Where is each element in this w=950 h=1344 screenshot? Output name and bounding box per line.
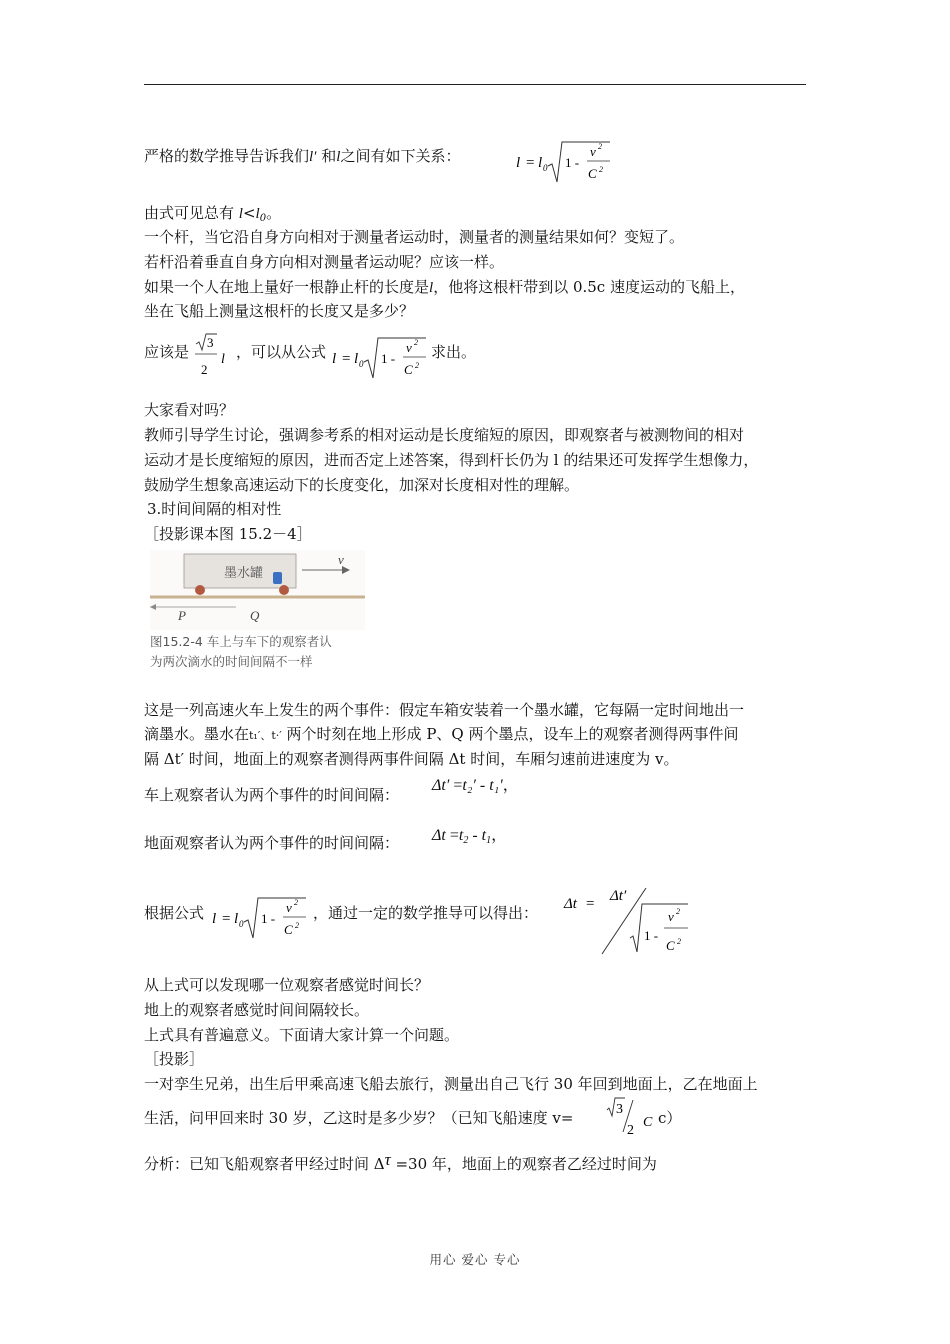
text-line: 地上的观察者感觉时间间隔较长。 [144,1001,370,1019]
length-contraction-formula-2 [326,330,430,386]
text-line: 生活，问甲回来时 30 岁，乙这时是多少岁？（已知飞船速度 v= [144,1109,574,1127]
text-line: 严格的数学推导告诉我们l′ 和l之间有如下关系： [144,147,461,165]
time-dilation-formula [560,880,695,960]
formula-c-sq: 2 [599,165,603,174]
text-line: 车上观察者认为两个事件的时间间隔： [144,786,400,804]
text-line: 一对孪生兄弟，出生后甲乘高速飞船去旅行，测量出自己飞行 30 年回到地面上，乙在地面上 [144,1075,758,1093]
svg-text:Δt′: Δt′ [610,888,627,904]
figure-caption-line1: 图15.2-4 车上与车下的观察者认 [150,634,332,649]
frac-two: 2 [201,362,208,377]
figure-caption-line2: 为两次滴水的时间间隔不一样 [150,654,313,669]
svg-text:0: 0 [239,919,244,929]
formula-l0: l [538,155,543,171]
svg-text:l: l [212,911,217,927]
text-line: 滴墨水。墨水在t₁′、t·′ 两个时刻在地上形成 P、Q 两个墨点，设车上的观察者测得两事件间 [144,725,739,743]
text-line: 隔 Δt′ 时间，地面上的观察者测得两事件间隔 Δt 时间，车厢匀速前进速度为 v。 [144,750,679,768]
text-line: 大家看对吗？ [144,401,235,419]
text-line: ［投影］ [144,1050,205,1068]
ink-tank-label: 墨水罐 [224,566,264,581]
text-line: 从上式可以发现哪一位观察者感觉时间长？ [144,976,430,994]
svg-text:1 -: 1 - [381,351,396,366]
point-q-label: Q [250,608,260,623]
length-contraction-formula-3 [206,890,310,946]
formula-eq: = [526,155,535,171]
text-line: ，可以从公式 [236,343,327,361]
text-line: 根据公式 [144,904,205,922]
svg-text:1 -: 1 - [261,911,276,926]
formula-v-sq: 2 [598,142,602,151]
svg-text:v: v [668,909,674,924]
speed-fraction [605,1094,661,1140]
svg-text:C: C [284,922,293,937]
text-line: 若杆沿着垂直自身方向相对测量者运动呢？应该一样。 [144,253,505,271]
velocity-label: v [338,552,344,567]
ink-tank-icon [273,572,282,584]
text-line: 一个杆，当它沿自身方向相对于测量者运动时，测量者的测量结果如何？变短了。 [144,228,685,246]
train-interval-formula: Δt′ =t₂′ - t₁′， [432,777,519,794]
page-footer: 用心 爱心 专心 [429,1252,521,1267]
svg-text:2: 2 [295,921,299,930]
svg-text:C: C [666,938,675,953]
length-contraction-formula [510,134,620,190]
svg-text:2: 2 [294,898,298,907]
section-heading: 3.时间间隔的相对性 [147,500,282,518]
svg-text:l: l [354,351,359,367]
text-line: 地面观察者认为两个事件的时间间隔： [144,834,400,852]
text-line: 上式具有普遍意义。下面请大家计算一个问题。 [144,1026,460,1044]
svg-text:2: 2 [676,907,680,916]
svg-text:=: = [342,351,351,367]
text-line: 分析：已知飞船观察者甲经过时间 Δτ =30 年，地面上的观察者乙经过时间为 [144,1150,657,1173]
text-line: ，通过一定的数学推导可以得出： [313,904,539,922]
wheel-right [279,585,289,595]
header-rule [144,84,806,85]
svg-text:C: C [643,1115,653,1130]
text-line: 求出。 [431,343,477,361]
svg-text:l: l [332,351,337,367]
text-line: ［投影课本图 15.2－4］ [144,525,312,543]
text-line: 鼓励学生想象高速运动下的长度变化，加深对长度相对性的理解。 [144,476,580,494]
formula-one-minus: 1 - [565,155,580,170]
svg-text:v: v [286,900,292,915]
text-line: 如果一个人在地上量好一根静止杆的长度是l，他将这根杆带到以 0.5c 速度运动的飞船上， [144,278,745,296]
svg-text:3: 3 [616,1102,623,1117]
text-line: c） [658,1109,682,1127]
svg-text:=: = [222,911,231,927]
text-line: 坐在飞船上测量这根杆的长度又是多少？ [144,302,415,320]
train-figure [150,550,365,630]
formula-v: v [590,144,596,159]
formula-sub0: 0 [543,163,548,173]
point-p-label: P [178,608,186,623]
svg-text:l: l [234,911,239,927]
svg-text:0: 0 [359,359,364,369]
text-line: 应该是 [144,343,190,361]
svg-text:Δt: Δt [564,896,577,912]
svg-text:2: 2 [627,1123,634,1138]
text-line: 这是一列高速火车上发生的两个事件：假定车箱安装着一个墨水罐，它每隔一定时间地出一 [144,701,745,719]
sqrt3-over-2-fraction [193,330,233,384]
svg-text:2: 2 [415,361,419,370]
text-line: 运动才是长度缩短的原因，进而否定上述答案，得到杆长仍为 l 的结果还可发挥学生想像力， [144,451,759,469]
svg-text:v: v [406,340,412,355]
formula-c: C [588,166,597,181]
frac-l: l [221,352,225,367]
ground-interval-formula: $\Delta t =t_2 - t_1$， [432,827,508,846]
svg-text:2: 2 [677,937,681,946]
svg-text:C: C [404,362,413,377]
frac-sqrt3: 3 [207,335,214,350]
text-line: 由式可见总有 $l<l_0$。 [144,204,282,224]
svg-text:2: 2 [414,338,418,347]
svg-text:=: = [586,896,595,912]
text-line: 教师引导学生讨论，强调参考系的相对运动是长度缩短的原因，即观察者与被测物间的相对 [144,426,745,444]
formula-l: l [516,155,521,171]
svg-text:1 -: 1 - [644,928,659,943]
wheel-left [195,585,205,595]
